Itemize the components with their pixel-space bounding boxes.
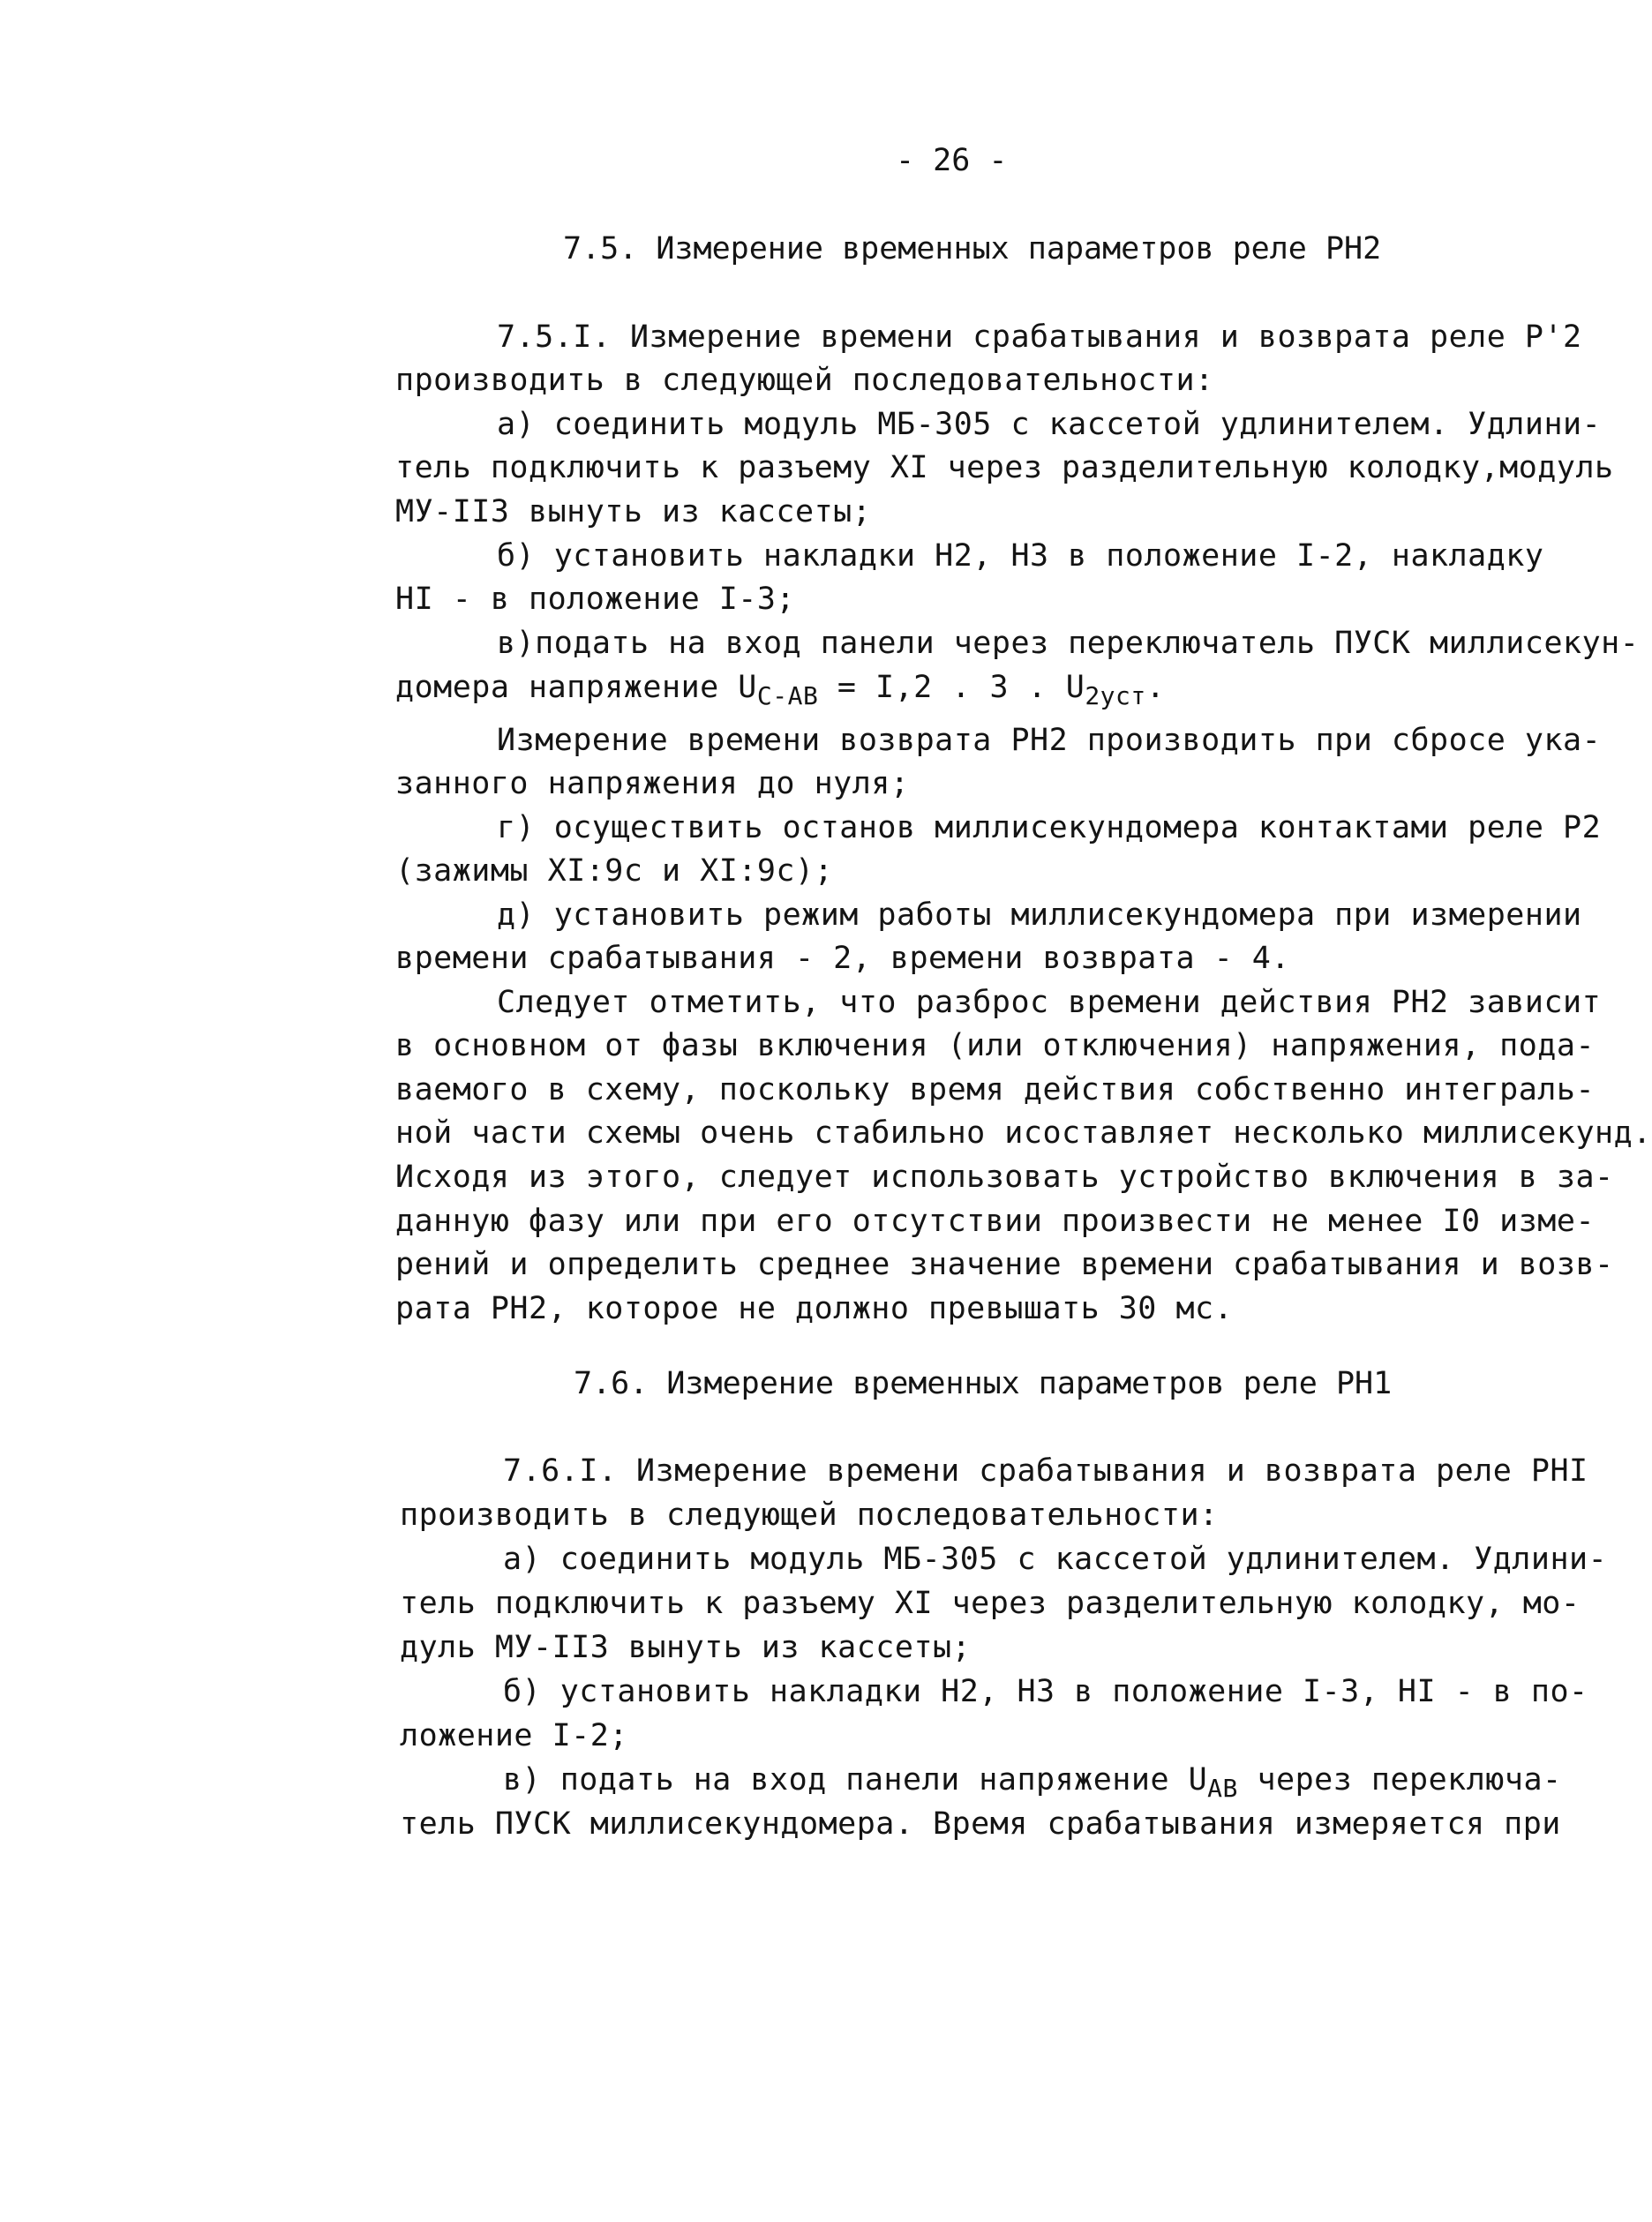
formula-line — [503, 1759, 1562, 1801]
formula-text: в) подать на вход панели напряжение U — [503, 1762, 1208, 1798]
paragraph-line: производить в следующей последовательности: — [400, 1498, 1219, 1533]
paragraph-line: данную фазу или при его отсутствии произвести не менее I0 изме- — [395, 1204, 1596, 1239]
list-item-v-line: тель ПУСК миллисекундомера. Время срабатывания измеряется при — [400, 1806, 1561, 1842]
paragraph-line: Следует отметить, что разброс времени действия РН2 зависит — [497, 985, 1602, 1020]
list-item-g-line: г) осуществить останов миллисекундомера контактами реле Р2 — [497, 810, 1602, 845]
formula-subscript: АВ — [1207, 1774, 1238, 1803]
section-heading-7-5: 7.5. Измерение временных параметров реле РН2 — [563, 231, 1382, 266]
paragraph-line: ной части схемы очень стабильно исоставляет несколько миллисекунд. — [395, 1115, 1652, 1151]
paragraph-line: Исходя из этого, следует использовать устройство включения в за- — [395, 1160, 1614, 1195]
paragraph-line: производить в следующей последовательности: — [395, 363, 1214, 398]
list-item-b-line: б) установить накладки Н2, Н3 в положение I-2, накладку — [497, 538, 1544, 574]
list-item-b-line: ложение I-2; — [400, 1718, 628, 1753]
paragraph-line: занного напряжения до нуля; — [395, 766, 910, 801]
list-item-a-line: а) соединить модуль МБ-305 с кассетой удлинителем. Удлини- — [497, 407, 1602, 442]
page-number: - 26 - — [896, 143, 1008, 178]
list-item-b-line: б) установить накладки Н2, Н3 в положение I-3, НI - в по- — [503, 1674, 1588, 1709]
section-heading-7-6: 7.6. Измерение временных параметров реле РН1 — [574, 1366, 1393, 1401]
list-item-b-line: НI - в положение I-3; — [395, 582, 796, 617]
paragraph-line: рений и определить среднее значение времени срабатывания и возв- — [395, 1247, 1614, 1282]
paragraph-line: ваемого в схему, поскольку время действия собственно интеграль- — [395, 1072, 1596, 1107]
list-item-a-line: а) соединить модуль МБ-305 с кассетой удлинителем. Удлини- — [503, 1542, 1608, 1577]
list-item-d-line: д) установить режим работы миллисекундомера при измерении — [497, 897, 1582, 933]
paragraph-line: в основном от фазы включения (или отключения) напряжения, пода- — [395, 1028, 1596, 1063]
formula-text: = I,2 . 3 . U — [818, 670, 1085, 705]
formula-text: . — [1145, 670, 1166, 705]
formula-subscript: С-АВ — [756, 681, 819, 710]
formula-text: домера напряжение U — [395, 670, 757, 705]
paragraph-line: 7.6.I. Измерение времени срабатывания и возврата реле РНI — [503, 1453, 1588, 1489]
formula-text: через переключа- — [1237, 1762, 1562, 1798]
list-item-v-line: в)подать на вход панели через переключатель ПУСК миллисекун- — [497, 626, 1640, 661]
list-item-a-line: дуль МУ-II3 вынуть из кассеты; — [400, 1630, 972, 1665]
list-item-a-line: МУ-II3 вынуть из кассеты; — [395, 494, 872, 529]
paragraph-line: 7.5.I. Измерение времени срабатывания и возврата реле Р'2 — [497, 319, 1582, 355]
formula-subscript: 2уст — [1085, 681, 1146, 710]
list-item-d-line: времени срабатывания - 2, времени возврата - 4. — [395, 941, 1290, 976]
formula-line — [395, 666, 1165, 709]
paragraph-line: рата РН2, которое не должно превышать 30 мс. — [395, 1291, 1234, 1326]
list-item-a-line: тель подключить к разъему XI через разделительную колодку, мо- — [400, 1586, 1581, 1621]
list-item-g-line: (зажимы XI:9с и XI:9с); — [395, 853, 834, 889]
paragraph-line: Измерение времени возврата РН2 производить при сбросе ука- — [497, 723, 1602, 758]
list-item-a-line: тель подключить к разъему XI через разделительную колодку,модуль — [395, 450, 1614, 485]
